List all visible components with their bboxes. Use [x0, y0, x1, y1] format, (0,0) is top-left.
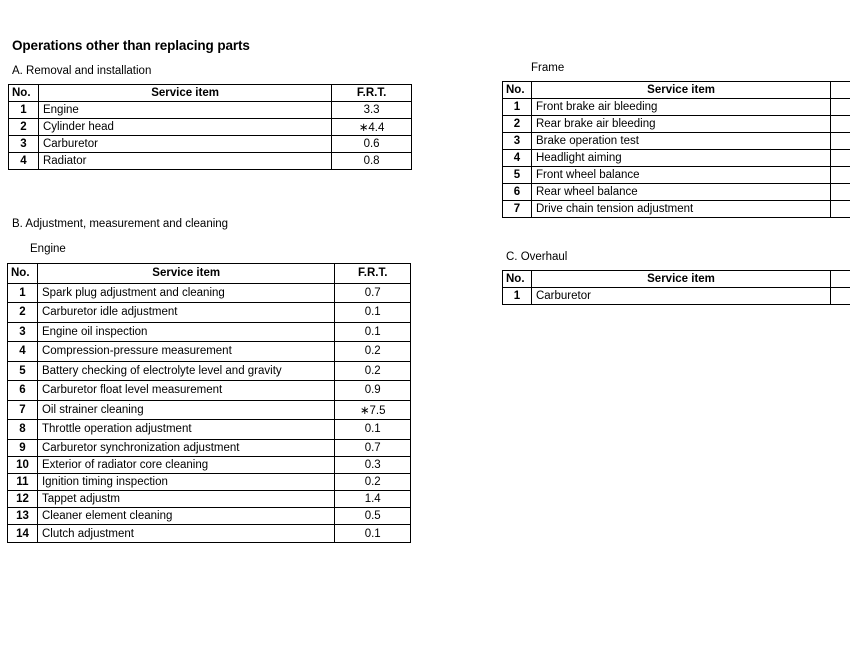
- row-cropped-cell: [831, 150, 850, 167]
- header-no: No.: [9, 85, 39, 102]
- row-frt: 0.9: [335, 381, 411, 401]
- table-row: [503, 201, 850, 218]
- table-row: [503, 150, 850, 167]
- row-frt: 0.8: [332, 153, 412, 170]
- table-header-row: [503, 82, 850, 99]
- row-frt: 0.3: [335, 456, 411, 473]
- row-no: 5: [8, 361, 38, 381]
- row-no: 10: [8, 456, 38, 473]
- row-service-item: Carburetor float level measurement: [37, 381, 334, 401]
- table-row: [9, 136, 412, 153]
- row-service-item: Carburetor: [531, 288, 830, 305]
- row-no: 11: [8, 473, 38, 490]
- row-service-item: Drive chain tension adjustment: [531, 201, 830, 218]
- row-frt: 0.7: [335, 439, 411, 456]
- row-service-item: Spark plug adjustment and cleaning: [37, 283, 334, 303]
- row-cropped-cell: [831, 116, 850, 133]
- table-header-row: [503, 271, 850, 288]
- row-no: 3: [503, 133, 532, 150]
- table-row: [8, 381, 411, 401]
- row-service-item: Clutch adjustment: [37, 525, 334, 542]
- table-row: [8, 525, 411, 542]
- row-frt: 0.2: [335, 342, 411, 362]
- header-service-item: Service item: [37, 264, 334, 284]
- row-service-item: Ignition timing inspection: [37, 473, 334, 490]
- row-no: 4: [503, 150, 532, 167]
- row-frt: ∗4.4: [332, 119, 412, 136]
- header-service-item: Service item: [38, 85, 331, 102]
- table-row: [503, 184, 850, 201]
- row-service-item: Carburetor idle adjustment: [37, 303, 334, 323]
- frame-subtitle: Frame: [531, 62, 565, 74]
- row-no: 3: [9, 136, 39, 153]
- row-service-item: Front brake air bleeding: [531, 99, 830, 116]
- section-b-title: B. Adjustment, measurement and cleaning: [12, 218, 229, 230]
- row-frt: 0.6: [332, 136, 412, 153]
- table-row: [9, 102, 412, 119]
- header-no: No.: [8, 264, 38, 284]
- page-title: Operations other than replacing parts: [12, 38, 250, 53]
- row-service-item: Tappet adjustm: [37, 491, 334, 508]
- row-service-item: Radiator: [38, 153, 331, 170]
- overhaul-table: [502, 270, 850, 305]
- row-service-item: Oil strainer cleaning: [37, 400, 334, 420]
- section-c-title: C. Overhaul: [506, 251, 568, 263]
- row-no: 4: [8, 342, 38, 362]
- header-service-item: Service item: [531, 271, 830, 288]
- header-cropped-column: [831, 82, 850, 99]
- row-service-item: Engine oil inspection: [37, 322, 334, 342]
- row-no: 14: [8, 525, 38, 542]
- table-row: [8, 491, 411, 508]
- row-service-item: Carburetor: [38, 136, 331, 153]
- table-row: [503, 133, 850, 150]
- section-a-title: A. Removal and installation: [12, 65, 152, 77]
- engine-subtitle: Engine: [30, 243, 66, 255]
- row-cropped-cell: [831, 167, 850, 184]
- row-no: 1: [9, 102, 39, 119]
- row-service-item: Exterior of radiator core cleaning: [37, 456, 334, 473]
- removal-installation-table: [8, 84, 412, 170]
- row-frt: 1.4: [335, 491, 411, 508]
- header-cropped-column: [831, 271, 850, 288]
- header-no: No.: [503, 271, 532, 288]
- table-row: [8, 322, 411, 342]
- table-row: [9, 119, 412, 136]
- table-row: [9, 153, 412, 170]
- row-service-item: Engine: [38, 102, 331, 119]
- row-no: 1: [8, 283, 38, 303]
- table-row: [8, 508, 411, 525]
- row-frt: 0.7: [335, 283, 411, 303]
- table-row: [503, 288, 850, 305]
- table-row: [8, 456, 411, 473]
- header-no: No.: [503, 82, 532, 99]
- row-no: 9: [8, 439, 38, 456]
- table-row: [8, 400, 411, 420]
- table-row: [8, 420, 411, 440]
- row-no: 7: [8, 400, 38, 420]
- table-row: [8, 283, 411, 303]
- row-frt: 0.1: [335, 420, 411, 440]
- row-frt: 0.2: [335, 473, 411, 490]
- frame-table: [502, 81, 850, 218]
- row-cropped-cell: [831, 201, 850, 218]
- table-header-row: [9, 85, 412, 102]
- row-frt: 0.1: [335, 525, 411, 542]
- row-service-item: Rear brake air bleeding: [531, 116, 830, 133]
- row-frt: 0.5: [335, 508, 411, 525]
- row-no: 2: [8, 303, 38, 323]
- row-service-item: Brake operation test: [531, 133, 830, 150]
- header-frt: F.R.T.: [332, 85, 412, 102]
- row-service-item: Front wheel balance: [531, 167, 830, 184]
- adjustment-engine-table: [7, 263, 411, 543]
- table-row: [8, 303, 411, 323]
- row-no: 8: [8, 420, 38, 440]
- row-no: 1: [503, 99, 532, 116]
- row-service-item: Cylinder head: [38, 119, 331, 136]
- table-row: [8, 361, 411, 381]
- header-frt: F.R.T.: [335, 264, 411, 284]
- row-frt: 0.1: [335, 322, 411, 342]
- row-cropped-cell: [831, 184, 850, 201]
- table-row: [8, 473, 411, 490]
- row-service-item: Battery checking of electrolyte level and gravity: [37, 361, 334, 381]
- row-service-item: Throttle operation adjustment: [37, 420, 334, 440]
- row-frt: 0.1: [335, 303, 411, 323]
- row-no: 5: [503, 167, 532, 184]
- row-cropped-cell: [831, 99, 850, 116]
- row-no: 4: [9, 153, 39, 170]
- row-no: 6: [503, 184, 532, 201]
- table-row: [8, 342, 411, 362]
- row-no: 12: [8, 491, 38, 508]
- row-no: 6: [8, 381, 38, 401]
- row-no: 3: [8, 322, 38, 342]
- table-row: [503, 116, 850, 133]
- row-frt: 3.3: [332, 102, 412, 119]
- row-cropped-cell: [831, 288, 850, 305]
- table-row: [503, 99, 850, 116]
- row-service-item: Rear wheel balance: [531, 184, 830, 201]
- table-header-row: [8, 264, 411, 284]
- row-cropped-cell: [831, 133, 850, 150]
- row-service-item: Cleaner element cleaning: [37, 508, 334, 525]
- row-service-item: Headlight aiming: [531, 150, 830, 167]
- row-service-item: Carburetor synchronization adjustment: [37, 439, 334, 456]
- row-no: 2: [9, 119, 39, 136]
- header-service-item: Service item: [531, 82, 830, 99]
- row-frt: ∗7.5: [335, 400, 411, 420]
- row-no: 7: [503, 201, 532, 218]
- table-row: [8, 439, 411, 456]
- row-no: 1: [503, 288, 532, 305]
- row-no: 2: [503, 116, 532, 133]
- row-service-item: Compression-pressure measurement: [37, 342, 334, 362]
- row-no: 13: [8, 508, 38, 525]
- table-row: [503, 167, 850, 184]
- row-frt: 0.2: [335, 361, 411, 381]
